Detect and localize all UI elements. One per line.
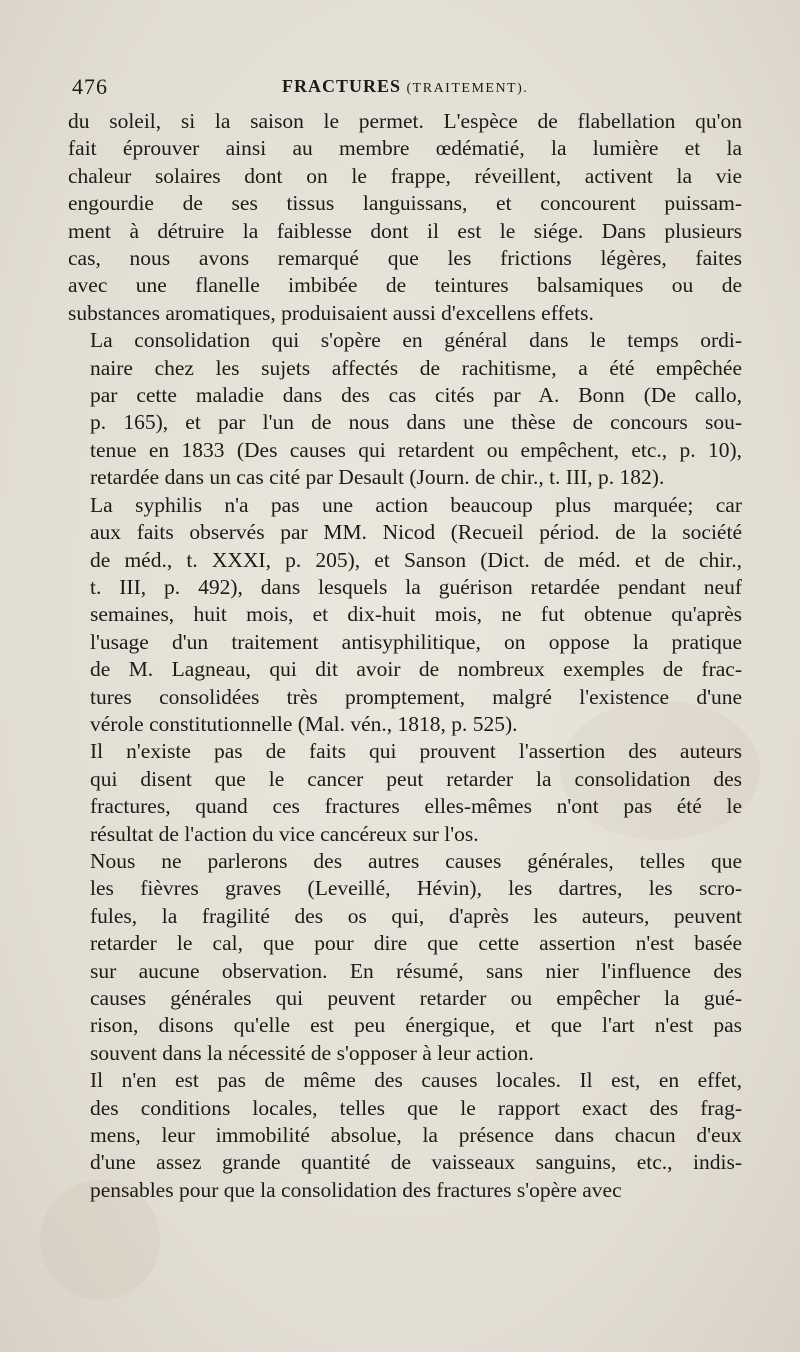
- text-line: Il n'existe pas de faits qui prouvent l'assertion des auteurs: [90, 739, 742, 764]
- text-line: p. 165), et par l'un de nous dans une thèse de concours sou-: [90, 410, 742, 435]
- text-line: résultat de l'action du vice cancéreux sur l'os.: [90, 821, 479, 846]
- text-line: qui disent que le cancer peut retarder la consolidation des: [90, 766, 742, 791]
- text-line: retarder le cal, que pour dire que cette assertion n'est basée: [90, 931, 742, 956]
- page-header: [72, 74, 732, 106]
- text-line: fules, la fragilité des os qui, d'après les auteurs, peuvent: [90, 903, 742, 928]
- paragraph: [68, 327, 742, 491]
- text-line: fractures, quand ces fractures elles-mêmes n'ont pas été le: [90, 794, 742, 819]
- running-head-subtitle: (TRAITEMENT).: [406, 81, 529, 96]
- text-line: ment à détruire la faiblesse dont il est le siége. Dans plusieurs: [68, 218, 742, 243]
- text-line: vérole constitutionnelle (Mal. vén., 1818, p. 525).: [90, 711, 518, 736]
- text-line: Nous ne parlerons des autres causes générales, telles que: [90, 848, 742, 873]
- text-line: retardée dans un cas cité par Desault (Journ. de chir., t. III, p. 182).: [90, 465, 665, 490]
- page-number: 476: [72, 74, 108, 99]
- text-line: fait éprouver ainsi au membre œdématié, la lumière et la: [68, 136, 742, 161]
- text-line: aux faits observés par MM. Nicod (Recueil périod. de la société: [90, 520, 742, 545]
- paragraph: [68, 848, 742, 1067]
- text-line: avec une flanelle imbibée de teintures balsamiques ou de: [68, 273, 742, 298]
- text-line: tenue en 1833 (Des causes qui retardent ou empêchent, etc., p. 10),: [90, 437, 742, 462]
- text-line: engourdie de ses tissus languissans, et concourent puissam-: [68, 191, 742, 216]
- paragraph: [68, 492, 742, 739]
- text-line: La consolidation qui s'opère en général dans le temps ordi-: [90, 328, 742, 353]
- text-line: du soleil, si la saison le permet. L'espèce de flabellation qu'on: [68, 109, 742, 133]
- text-line: l'usage d'un traitement antisyphilitique, on oppose la pratique: [90, 629, 742, 654]
- text-line: des conditions locales, telles que le rapport exact des frag-: [90, 1095, 742, 1120]
- text-line: naire chez les sujets affectés de rachitisme, a été empêchée: [90, 355, 742, 380]
- text-line: d'une assez grande quantité de vaisseaux sanguins, etc., indis-: [90, 1150, 742, 1175]
- text-line: rison, disons qu'elle est peu énergique, et que l'art n'est pas: [90, 1013, 742, 1038]
- text-line: cas, nous avons remarqué que les frictions légères, faites: [68, 246, 742, 271]
- text-line: de méd., t. XXXI, p. 205), et Sanson (Dict. de méd. et de chir.,: [90, 547, 742, 572]
- text-line: chaleur solaires dont on le frappe, réveillent, activent la vie: [68, 163, 742, 188]
- text-line: souvent dans la nécessité de s'opposer à leur action.: [90, 1040, 534, 1065]
- text-line: sur aucune observation. En résumé, sans nier l'influence des: [90, 958, 742, 983]
- text-line: t. III, p. 492), dans lesquels la guérison retardée pendant neuf: [90, 574, 742, 599]
- text-line: mens, leur immobilité absolue, la présence dans chacun d'eux: [90, 1123, 742, 1148]
- text-line: Il n'en est pas de même des causes locales. Il est, en effet,: [90, 1068, 742, 1093]
- text-line: les fièvres graves (Leveillé, Hévin), les dartres, les scro-: [90, 876, 742, 901]
- paragraph: [68, 1067, 742, 1204]
- text-line: substances aromatiques, produisaient aussi d'excellens effets.: [68, 300, 594, 325]
- paragraph: [68, 738, 742, 848]
- running-head: [282, 76, 528, 97]
- paragraph: [68, 108, 742, 327]
- running-head-title: FRACTURES: [282, 76, 402, 96]
- text-line: de M. Lagneau, qui dit avoir de nombreux exemples de frac-: [90, 657, 742, 682]
- text-line: La syphilis n'a pas une action beaucoup plus marquée; car: [90, 492, 742, 517]
- text-line: par cette maladie dans des cas cités par A. Bonn (De callo,: [90, 383, 742, 408]
- text-line: tures consolidées très promptement, malgré l'existence d'une: [90, 684, 742, 709]
- body-text: [68, 108, 742, 1204]
- text-line: semaines, huit mois, et dix-huit mois, ne fut obtenue qu'après: [90, 602, 742, 627]
- text-line: pensables pour que la consolidation des fractures s'opère avec: [90, 1177, 622, 1202]
- text-line: causes générales qui peuvent retarder ou empêcher la gué-: [90, 986, 742, 1010]
